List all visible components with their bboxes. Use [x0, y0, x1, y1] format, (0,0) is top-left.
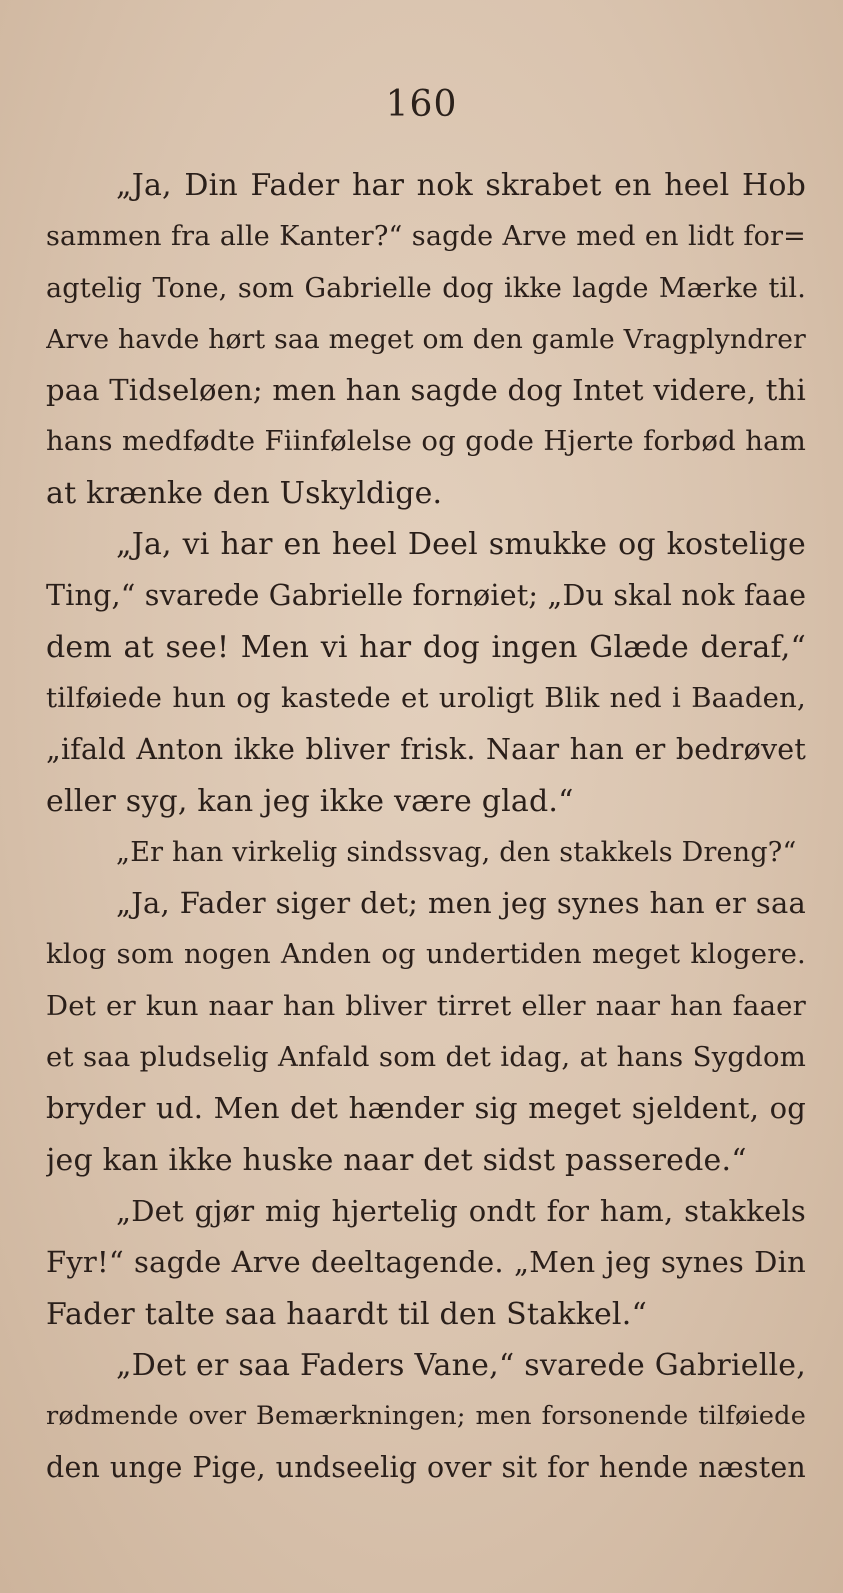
text-line: „Ja, vi har en heel Deel smukke og kostelige: [116, 527, 806, 563]
text-line: hans medfødte Fiinfølelse og gode Hjerte forbød ham: [46, 425, 806, 458]
text-line: bryder ud. Men det hænder sig meget sjeldent, og: [46, 1091, 806, 1126]
body-text: [46, 160, 806, 1494]
text-line: tilføiede hun og kastede et uroligt Blik ned i Baaden,: [46, 681, 806, 714]
text-line: Arve havde hørt saa meget om den gamle Vragplyndrer: [46, 323, 806, 355]
text-line: eller syg, kan jeg ikke være glad.“: [46, 783, 574, 819]
text-line: et saa pludselig Anfald som det idag, at hans Sygdom: [46, 1041, 806, 1074]
text-line: „Det er saa Faders Vane,“ svarede Gabrielle,: [116, 1347, 806, 1383]
text-line: Fyr!“ sagde Arve deeltagende. „Men jeg synes Din: [46, 1245, 806, 1280]
text-line: agtelig Tone, som Gabrielle dog ikke lagde Mærke til.: [46, 272, 806, 304]
text-line: paa Tidseløen; men han sagde dog Intet videre, thi: [46, 373, 806, 408]
text-line: „Ja, Fader siger det; men jeg synes han er saa: [116, 886, 806, 921]
text-line: at krænke den Uskyldige.: [46, 475, 443, 511]
text-line: dem at see! Men vi har dog ingen Glæde deraf,“: [46, 629, 806, 665]
page-number: 160: [385, 84, 458, 125]
text-line: den unge Pige, undseelig over sit for hende næsten: [46, 1451, 806, 1485]
text-line: Fader talte saa haardt til den Stakkel.“: [46, 1296, 647, 1332]
text-line: „Det gjør mig hjertelig ondt for ham, stakkels: [116, 1193, 806, 1228]
text-line: Ting,“ svarede Gabrielle fornøiet; „Du skal nok faae: [46, 579, 806, 613]
text-line: „Er han virkelig sindssvag, den stakkels Dreng?“: [116, 836, 797, 868]
text-line: „Ja, Din Fader har nok skrabet en heel Hob: [116, 168, 806, 203]
text-line: jeg kan ikke huske naar det sidst passerede.“: [46, 1142, 747, 1178]
text-line: sammen fra alle Kanter?“ sagde Arve med en lidt for=: [46, 221, 806, 253]
text-line: rødmende over Bemærkningen; men forsonende tilføiede: [46, 1401, 806, 1432]
text-line: klog som nogen Anden og undertiden meget klogere.: [46, 938, 806, 971]
text-line: Det er kun naar han bliver tirret eller naar han faaer: [46, 989, 806, 1022]
text-line: „ifald Anton ikke bliver frisk. Naar han er bedrøvet: [46, 733, 806, 767]
